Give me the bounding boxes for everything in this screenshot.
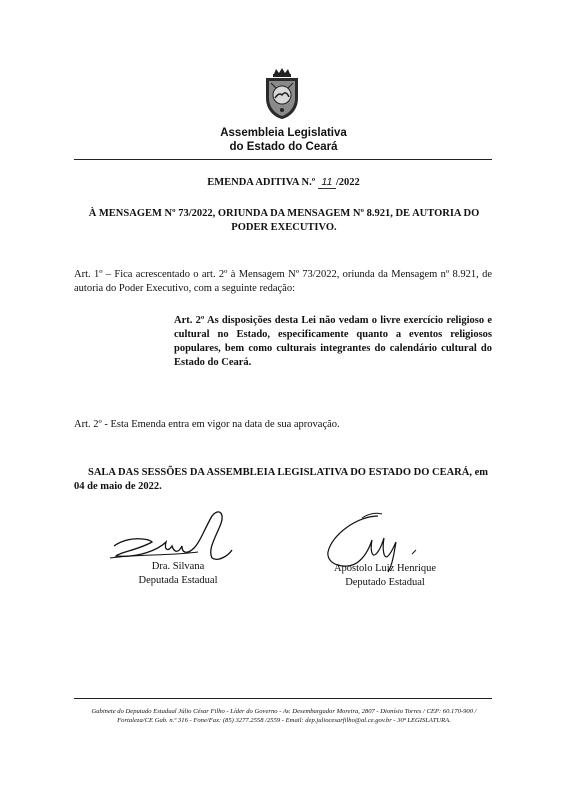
signer-2-role: Deputado Estadual xyxy=(345,577,425,588)
title-prefix: EMENDA ADITIVA N.º xyxy=(207,177,316,188)
signature-1 xyxy=(108,560,248,588)
document-title xyxy=(0,176,567,189)
article-2: Art. 2º - Esta Emenda entra em vigor na data de sua aprovação. xyxy=(74,419,340,430)
signer-1-role: Deputada Estadual xyxy=(138,575,218,586)
quoted-article: Art. 2º As disposições desta Lei não vedam o livre exercício religioso e cultural no Estado, especificamente quanto a eventos religiosos populares, bem como culturais integrantes do calendário cultural do Estado do Ceará. xyxy=(174,315,492,368)
subject-heading: À MENSAGEM Nº 73/2022, ORIUNDA DA MENSAGEM Nº 8.921, DE AUTORIA DO PODER EXECUTIVO. xyxy=(88,208,480,233)
session-statement xyxy=(74,466,498,494)
article-1: Art. 1º – Fica acrescentado o art. 2º à Mensagem Nº 73/2022, oriunda da Mensagem nº 8.921, de autoria do Poder Executivo, com a seguinte redação: xyxy=(74,269,492,294)
signer-2-name: Apostolo Luiz Henrique xyxy=(333,563,437,574)
header-divider xyxy=(74,159,492,160)
signature-1-handwritten xyxy=(108,506,248,568)
footer-address xyxy=(74,707,494,725)
institution-line-2: do Estado do Ceará xyxy=(229,141,338,153)
institution-name xyxy=(0,126,567,154)
signature-2 xyxy=(300,562,470,590)
institution-line-1: Assembleia Legislativa xyxy=(220,127,347,139)
amendment-number: 11 xyxy=(318,176,336,189)
footer-divider xyxy=(74,698,492,699)
signer-1-name: Dra. Silvana xyxy=(151,561,205,572)
footer-line-2: Fortaleza/CE Gab. n.º 316 - Fone/Fax: (85) 3277.2558 /2559 - Email: dep.juliocesarfilho@al.ce.gov.br - 30ª LEGISLATURA. xyxy=(117,717,451,724)
session-date: 04 de maio de 2022. xyxy=(74,481,162,492)
session-line-1: SALA DAS SESSÕES DA ASSEMBLEIA LEGISLATIVA DO ESTADO DO CEARÁ, em xyxy=(88,467,488,478)
title-suffix: /2022 xyxy=(335,177,360,188)
footer-line-1: Gabinete do Deputado Estadual Júlio César Filho - Líder do Governo - Av. Desembargador Moreira, 2807 - Dionísio Torres / CEP: 60.170-900 / xyxy=(91,708,477,715)
state-crest-icon xyxy=(262,68,302,120)
